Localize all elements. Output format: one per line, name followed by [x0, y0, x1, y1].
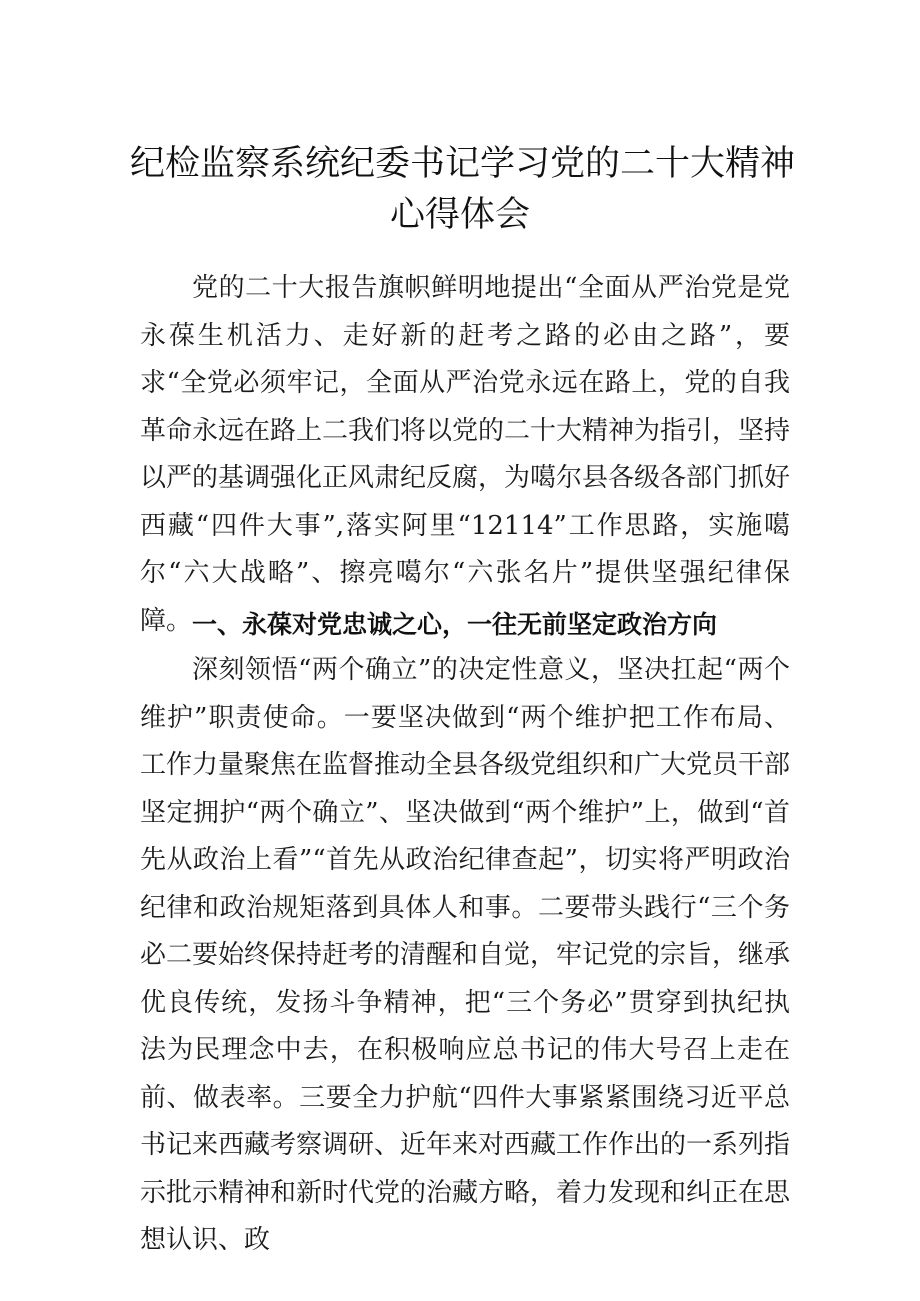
intro-paragraph: 党的二十大报告旗帜鲜明地提出“全面从严治党是党永葆生机活力、走好新的赶考之路的必由之路”，要求“全党必须牢记，全面从严治党永远在路上，党的自我革命永远在路上二我们将以党的二十大精神为指引，坚持以严的基调强化正风肃纪反腐，为噶尔县各级各部门抓好西藏“四件大事”,落实阿里“12114”工作思路，实施噶尔“六大战略”、擦亮噶尔“六张名片”提供坚强纪律保障。 [140, 273, 791, 636]
document-title-line-2: 心得体会 [389, 195, 530, 235]
section-1-heading: 一、永葆对党忠诚之心，一往无前坚定政治方向 [192, 610, 718, 639]
document-title-line-1: 纪检监察系统纪委书记学习党的二十大精神 [130, 144, 796, 184]
section-1-paragraph: 深刻领悟“两个确立”的决定性意义，坚决扛起“两个维护”职责使命。一要坚决做到“两个维护把工作布局、工作力量聚焦在监督推动全县各级党组织和广大党员干部坚定拥护“两个确立”、坚决做到“两个维护”上，做到“首先从政治上看”“首先从政治纪律查起”，切实将严明政治纪律和政治规矩落到具体人和事。二要带头践行“三个务必二要始终保持赶考的清醒和自觉，牢记党的宗旨，继承优良传统，发扬斗争精神，把“三个务必”贯穿到执纪执法为民理念中去，在积极响应总书记的伟大号召上走在前、做表率。三要全力护航“四件大事紧紧围绕习近平总书记来西藏考察调研、近年来对西藏工作作出的一系列指示批示精神和新时代党的治藏方略，着力发现和纠正在思想认识、政 [140, 655, 791, 1255]
